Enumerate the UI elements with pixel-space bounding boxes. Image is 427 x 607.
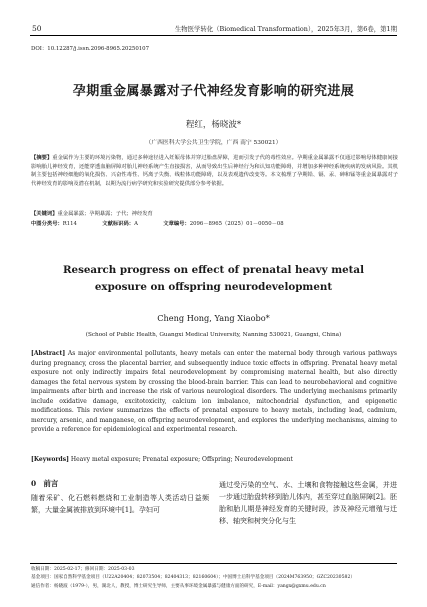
footnote-received: 收稿日期：2025-02-17；修回日期：2025-03-03	[31, 567, 135, 572]
clc-value: R114	[62, 221, 77, 227]
classification-row	[31, 219, 284, 227]
keywords-chinese-label: 【关键词】	[31, 211, 58, 217]
page-number: 50	[32, 24, 42, 33]
abstract-english	[31, 349, 397, 435]
abstract-chinese-label: 【摘要】	[31, 155, 53, 161]
keywords-chinese-text: 重金属暴露；孕期暴露；子代；神经发育	[57, 211, 153, 217]
article-number-label: 文章编号：	[163, 221, 190, 227]
affiliation-english: (School of Public Health, Guangxi Medical University, Nanning 530021, Guangxi, China)	[85, 332, 342, 338]
doc-code-value: A	[134, 221, 138, 227]
keywords-english	[31, 455, 397, 464]
abstract-chinese-text: 重金属作为主要的环境污染物，通过多种途径进入妊娠母体并穿过胎盘屏障，进而引发子代的毒性效应。孕期重金属暴露不仅通过影响母体健康间接影响胎儿神经发育，还能穿透血脑屏障对胎儿神经系统产生直接损害，从而导致出生后神经行为和认知功能障碍，并增加多种神经系统疾病的发病风险。其机制主要包括神经细胞的氧化损伤、兴奋性毒性、钙离子失衡、线粒体功能障碍，以及表观遗传改变等。本文梳理了孕期铅、镉、汞、砷和锰等重金属暴露对子代神经发育的影响及潜在机制，以期为流行病学研究和实验研究提供部分参考依据。	[31, 155, 398, 188]
footnotes	[31, 566, 398, 591]
title-english-line1: Research progress on effect of prenatal heavy metal	[62, 264, 365, 276]
title-english	[0, 262, 427, 295]
keywords-english-label: [Keywords]	[31, 456, 69, 463]
body-right-column: 通过受污染的空气、水、土壤和食物接触这些金属，并进一步通过胎盘转移到胎儿体内，甚至穿过血脑屏障[2]。胚胎和胎儿期是神经发育的关键时段，涉及神经元增殖与迁移、轴突和树突分化与生	[219, 481, 397, 525]
abstract-english-text: As major environmental pollutants, heavy metals can enter the maternal body through various pathways during pregnancy, cross the placental barrier, and subsequently induce toxic effects in offspring. Prenatal heavy metal exposure not only indirectly impairs fetal neurodevelopment by compromising maternal health, but also directly damages the fetal nervous system by crossing the blood-brain barrier. This can lead to neurobehavioral and cognitive impairments after birth and increase the risk of various neurological disorders. The underlying mechanisms primarily include oxidative damage, excitotoxicity, calcium ion imbalance, mitochondrial dysfunction, and epigenetic modifications. This review summarizes the effects of prenatal exposure to heavy metals, including lead, cadmium, mercury, arsenic, and manganese, on offspring neurodevelopment, and explores the underlying mechanisms, aiming to provide a reference for epidemiological and experimental research.	[31, 350, 397, 434]
title-english-line2: exposure on offspring neurodevelopment	[94, 280, 333, 293]
body-left-column: 随着采矿、化石燃料燃烧和工业制造等人类活动日益频繁，大量金属被排放到环境中[1]。孕妇可	[31, 494, 209, 514]
section-heading: 0 前言	[31, 479, 59, 488]
header-rule	[30, 35, 397, 36]
doi-line: DOI：10.12287/j.issn.2096-8965.20250107	[31, 46, 150, 52]
footnote-corresponding-author: 通信作者：杨晓波（1979-），男，湖北人，教授，博士研究生导师，主要从事环境金属暴露与健康方面的研究，E-mail：yangx@gxmu.edu.cn	[31, 583, 326, 589]
footnote-funding: 基金项目：国家自然科学基金项目（U22A20404；82073504；82404313；82160604）；中国博士后科学基金项目（2024M763950；GZC20230582）	[31, 575, 355, 581]
affiliation-chinese: （广西医科大学公共卫生学院，广西 南宁 530021）	[145, 140, 282, 146]
journal-header: 生物医学转化（Biomedical Transformation），2025年3月，第6卷，第1期	[174, 25, 397, 33]
abstract-chinese	[31, 154, 398, 189]
article-number-value: 2096－8965（2025）01－0050－08	[189, 221, 284, 227]
clc-label: 中图分类号：	[31, 221, 63, 227]
footnote-rule	[30, 563, 397, 564]
keywords-chinese	[31, 210, 398, 219]
keywords-english-text: Heavy metal exposure; Prenatal exposure; Offspring; Neurodevelopment	[70, 456, 293, 463]
abstract-english-label: [Abstract]	[31, 350, 66, 357]
doc-code-label: 文献标识码：	[102, 221, 135, 227]
authors-english: Cheng Hong, Yang Xiaobo*	[157, 313, 270, 323]
authors-chinese: 程红，杨晓波*	[185, 120, 242, 130]
title-chinese: 孕期重金属暴露对子代神经发育影响的研究进展	[72, 84, 355, 99]
